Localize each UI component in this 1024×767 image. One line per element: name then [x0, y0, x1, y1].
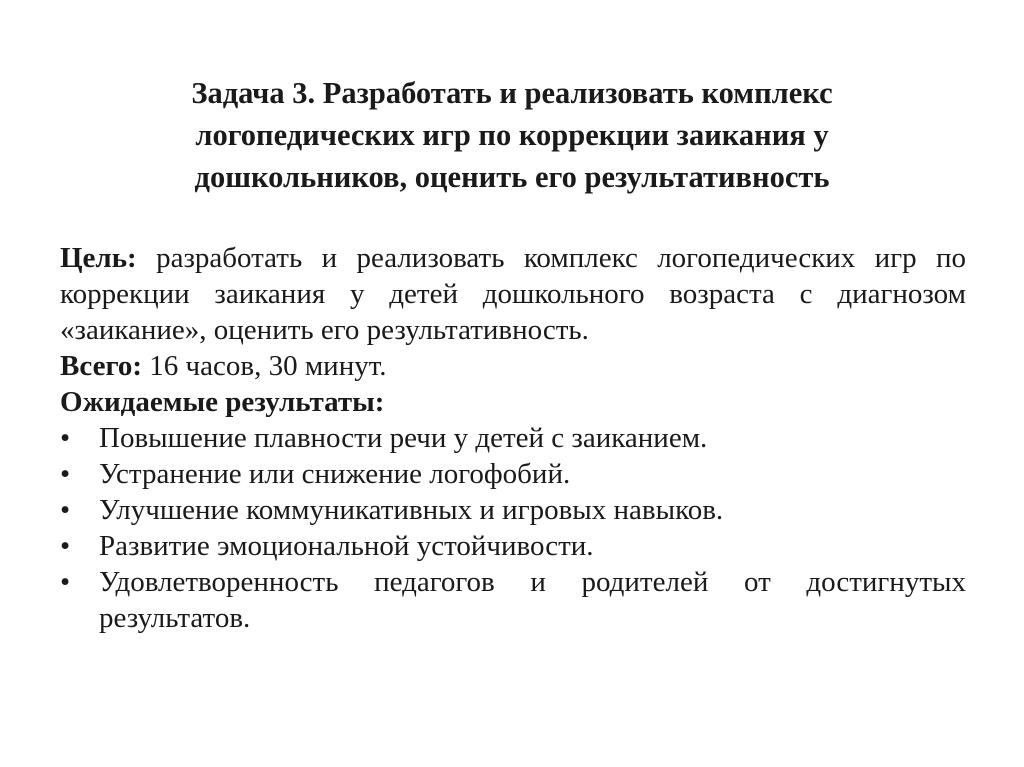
total-label: Всего:: [60, 350, 143, 382]
list-item: [60, 564, 966, 636]
goal-paragraph: [60, 240, 966, 348]
expected-results-list: [60, 420, 966, 636]
list-item-text: Развитие эмоциональной устойчивости.: [99, 530, 594, 562]
list-item: [60, 528, 966, 564]
list-item-text: Повышение плавности речи у детей с заиканием.: [99, 422, 708, 454]
total-text: 16 часов, 30 минут.: [142, 350, 387, 382]
bullet-icon: •: [60, 494, 71, 526]
goal-label: Цель:: [60, 242, 137, 274]
list-item: [60, 456, 966, 492]
goal-text: разработать и реализовать комплекс логопедических игр по коррекции заикания у детей дошкольного возраста с диагнозом «заикание», оценить его результативность.: [60, 242, 966, 346]
list-item-text: Улучшение коммуникативных и игровых навыков.: [99, 494, 724, 526]
list-item-text: Удовлетворенность педагогов и родителей от достигнутых результатов.: [99, 566, 966, 634]
expected-results-heading: Ожидаемые результаты:: [60, 386, 385, 418]
list-item: [60, 420, 966, 456]
list-item: [60, 492, 966, 528]
slide-title: Задача 3. Разработать и реализовать комплекс логопедических игр по коррекции заикания у дошкольников, оценить его результативность: [191, 76, 833, 194]
list-item-text: Устранение или снижение логофобий.: [99, 458, 571, 490]
slide-body: [60, 240, 966, 636]
bullet-icon: •: [60, 530, 71, 562]
bullet-icon: •: [60, 566, 71, 598]
total-paragraph: [60, 348, 966, 384]
bullet-icon: •: [60, 458, 71, 490]
bullet-icon: •: [60, 422, 71, 454]
